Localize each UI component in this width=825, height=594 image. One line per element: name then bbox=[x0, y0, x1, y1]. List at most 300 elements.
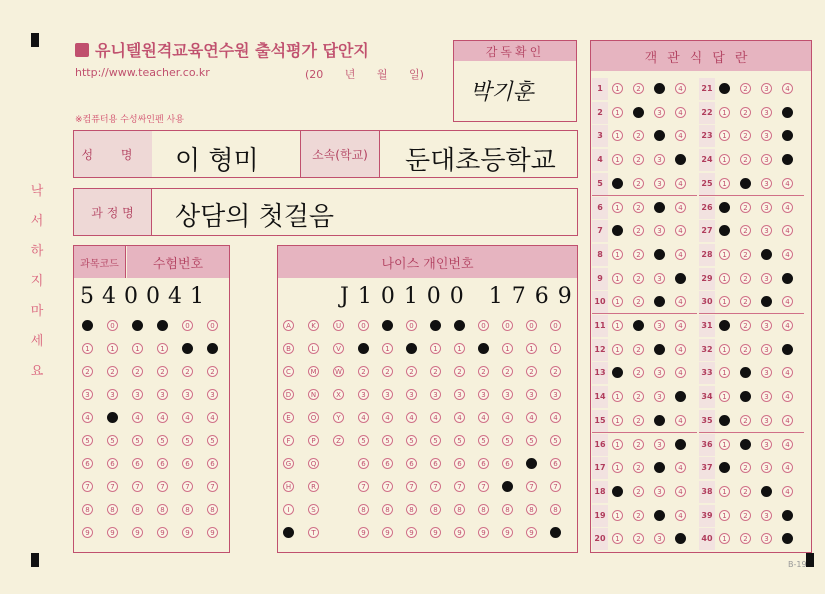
neis-digit-bubble[interactable]: 2 bbox=[502, 366, 513, 377]
answer-option-bubble[interactable]: 4 bbox=[782, 486, 793, 497]
answer-option-bubble[interactable]: 2 bbox=[740, 202, 751, 213]
answer-option-bubble[interactable]: 1 bbox=[719, 344, 730, 355]
neis-digit-bubble[interactable]: 8 bbox=[502, 504, 513, 515]
answer-option-bubble[interactable]: 3 bbox=[654, 225, 665, 236]
exam-digit-bubble[interactable]: 9 bbox=[132, 527, 143, 538]
answer-option-bubble[interactable]: 2 bbox=[633, 510, 644, 521]
answer-option-bubble[interactable]: 3 bbox=[761, 202, 772, 213]
neis-digit-bubble[interactable]: 7 bbox=[454, 481, 465, 492]
exam-digit-bubble[interactable]: 8 bbox=[107, 504, 118, 515]
exam-digit-bubble[interactable]: 1 bbox=[182, 343, 193, 354]
answer-option-bubble[interactable]: 4 bbox=[675, 510, 686, 521]
answer-option-bubble[interactable]: 4 bbox=[782, 462, 793, 473]
answer-option-bubble[interactable]: 3 bbox=[654, 83, 665, 94]
exam-digit-bubble[interactable]: 2 bbox=[82, 366, 93, 377]
answer-option-bubble[interactable]: 3 bbox=[761, 249, 772, 260]
neis-digit-bubble[interactable]: 2 bbox=[406, 366, 417, 377]
answer-option-bubble[interactable]: 2 bbox=[740, 225, 751, 236]
neis-digit-bubble[interactable]: 7 bbox=[502, 481, 513, 492]
answer-option-bubble[interactable]: 3 bbox=[654, 249, 665, 260]
answer-option-bubble[interactable]: 3 bbox=[761, 462, 772, 473]
answer-option-bubble[interactable]: 1 bbox=[612, 533, 623, 544]
answer-option-bubble[interactable]: 1 bbox=[612, 486, 623, 497]
answer-option-bubble[interactable]: 2 bbox=[633, 273, 644, 284]
answer-option-bubble[interactable]: 4 bbox=[782, 202, 793, 213]
answer-option-bubble[interactable]: 4 bbox=[782, 320, 793, 331]
exam-digit-bubble[interactable]: 2 bbox=[207, 366, 218, 377]
exam-digit-bubble[interactable]: 0 bbox=[157, 320, 168, 331]
neis-digit-bubble[interactable]: 1 bbox=[454, 343, 465, 354]
neis-digit-bubble[interactable]: 3 bbox=[382, 389, 393, 400]
exam-digit-bubble[interactable]: 7 bbox=[132, 481, 143, 492]
exam-digit-bubble[interactable]: 4 bbox=[182, 412, 193, 423]
answer-option-bubble[interactable]: 4 bbox=[675, 107, 686, 118]
answer-option-bubble[interactable]: 2 bbox=[633, 107, 644, 118]
exam-digit-bubble[interactable]: 7 bbox=[207, 481, 218, 492]
exam-digit-bubble[interactable]: 4 bbox=[132, 412, 143, 423]
answer-option-bubble[interactable]: 3 bbox=[761, 320, 772, 331]
neis-digit-bubble[interactable]: 4 bbox=[526, 412, 537, 423]
answer-option-bubble[interactable]: 1 bbox=[719, 462, 730, 473]
exam-digit-bubble[interactable]: 6 bbox=[107, 458, 118, 469]
answer-option-bubble[interactable]: 4 bbox=[675, 83, 686, 94]
neis-letter-bubble[interactable]: E bbox=[283, 412, 294, 423]
answer-option-bubble[interactable]: 3 bbox=[761, 225, 772, 236]
neis-digit-bubble[interactable]: 8 bbox=[550, 504, 561, 515]
answer-option-bubble[interactable]: 3 bbox=[654, 107, 665, 118]
neis-digit-bubble[interactable]: 8 bbox=[454, 504, 465, 515]
neis-digit-bubble[interactable]: 1 bbox=[550, 343, 561, 354]
neis-digit-bubble[interactable]: 7 bbox=[478, 481, 489, 492]
answer-option-bubble[interactable]: 1 bbox=[719, 107, 730, 118]
neis-digit-bubble[interactable]: 9 bbox=[406, 527, 417, 538]
answer-option-bubble[interactable]: 2 bbox=[633, 367, 644, 378]
neis-digit-bubble[interactable]: 5 bbox=[478, 435, 489, 446]
answer-option-bubble[interactable]: 4 bbox=[782, 367, 793, 378]
neis-digit-bubble[interactable]: 8 bbox=[382, 504, 393, 515]
answer-option-bubble[interactable]: 1 bbox=[612, 415, 623, 426]
answer-option-bubble[interactable]: 4 bbox=[782, 107, 793, 118]
exam-digit-bubble[interactable]: 9 bbox=[157, 527, 168, 538]
answer-option-bubble[interactable]: 2 bbox=[740, 367, 751, 378]
answer-option-bubble[interactable]: 3 bbox=[654, 130, 665, 141]
neis-digit-bubble[interactable]: 5 bbox=[454, 435, 465, 446]
answer-option-bubble[interactable]: 4 bbox=[782, 273, 793, 284]
answer-option-bubble[interactable]: 1 bbox=[612, 83, 623, 94]
answer-option-bubble[interactable]: 2 bbox=[633, 320, 644, 331]
neis-digit-bubble[interactable]: 6 bbox=[526, 458, 537, 469]
neis-digit-bubble[interactable]: 9 bbox=[454, 527, 465, 538]
exam-digit-bubble[interactable]: 3 bbox=[107, 389, 118, 400]
answer-option-bubble[interactable]: 2 bbox=[740, 178, 751, 189]
answer-option-bubble[interactable]: 4 bbox=[675, 273, 686, 284]
answer-option-bubble[interactable]: 1 bbox=[612, 154, 623, 165]
answer-option-bubble[interactable]: 1 bbox=[719, 391, 730, 402]
answer-option-bubble[interactable]: 1 bbox=[719, 273, 730, 284]
answer-option-bubble[interactable]: 4 bbox=[782, 439, 793, 450]
answer-option-bubble[interactable]: 1 bbox=[719, 510, 730, 521]
answer-option-bubble[interactable]: 4 bbox=[675, 296, 686, 307]
neis-digit-bubble[interactable]: 0 bbox=[406, 320, 417, 331]
answer-option-bubble[interactable]: 2 bbox=[633, 83, 644, 94]
answer-option-bubble[interactable]: 4 bbox=[782, 83, 793, 94]
neis-digit-bubble[interactable]: 0 bbox=[430, 320, 441, 331]
answer-option-bubble[interactable]: 4 bbox=[782, 344, 793, 355]
neis-digit-bubble[interactable]: 3 bbox=[526, 389, 537, 400]
neis-digit-bubble[interactable]: 4 bbox=[406, 412, 417, 423]
answer-option-bubble[interactable]: 1 bbox=[719, 486, 730, 497]
neis-letter-bubble[interactable]: L bbox=[308, 343, 319, 354]
exam-digit-bubble[interactable]: 3 bbox=[132, 389, 143, 400]
exam-digit-bubble[interactable]: 8 bbox=[132, 504, 143, 515]
neis-digit-bubble[interactable]: 0 bbox=[550, 320, 561, 331]
neis-digit-bubble[interactable]: 9 bbox=[478, 527, 489, 538]
neis-digit-bubble[interactable]: 2 bbox=[382, 366, 393, 377]
neis-digit-bubble[interactable]: 8 bbox=[406, 504, 417, 515]
answer-option-bubble[interactable]: 2 bbox=[740, 320, 751, 331]
answer-option-bubble[interactable]: 2 bbox=[633, 439, 644, 450]
neis-letter-bubble[interactable]: B bbox=[283, 343, 294, 354]
neis-digit-bubble[interactable]: 0 bbox=[526, 320, 537, 331]
answer-option-bubble[interactable]: 1 bbox=[719, 533, 730, 544]
neis-letter-bubble[interactable]: G bbox=[283, 458, 294, 469]
neis-digit-bubble[interactable]: 5 bbox=[382, 435, 393, 446]
answer-option-bubble[interactable]: 3 bbox=[761, 178, 772, 189]
answer-option-bubble[interactable]: 1 bbox=[719, 154, 730, 165]
answer-option-bubble[interactable]: 1 bbox=[612, 344, 623, 355]
exam-digit-bubble[interactable]: 7 bbox=[157, 481, 168, 492]
answer-option-bubble[interactable]: 4 bbox=[675, 462, 686, 473]
answer-option-bubble[interactable]: 3 bbox=[654, 486, 665, 497]
neis-digit-bubble[interactable]: 8 bbox=[430, 504, 441, 515]
neis-digit-bubble[interactable]: 7 bbox=[550, 481, 561, 492]
neis-digit-bubble[interactable]: 5 bbox=[550, 435, 561, 446]
exam-digit-bubble[interactable]: 1 bbox=[107, 343, 118, 354]
answer-option-bubble[interactable]: 3 bbox=[761, 130, 772, 141]
answer-option-bubble[interactable]: 3 bbox=[654, 296, 665, 307]
answer-option-bubble[interactable]: 4 bbox=[782, 249, 793, 260]
answer-option-bubble[interactable]: 2 bbox=[740, 510, 751, 521]
answer-option-bubble[interactable]: 3 bbox=[761, 367, 772, 378]
answer-option-bubble[interactable]: 2 bbox=[740, 249, 751, 260]
neis-digit-bubble[interactable]: 0 bbox=[502, 320, 513, 331]
neis-letter-bubble[interactable]: C bbox=[283, 366, 294, 377]
neis-digit-bubble[interactable]: 3 bbox=[454, 389, 465, 400]
answer-option-bubble[interactable]: 1 bbox=[612, 178, 623, 189]
answer-option-bubble[interactable]: 3 bbox=[761, 510, 772, 521]
neis-digit-bubble[interactable]: 1 bbox=[478, 343, 489, 354]
exam-digit-bubble[interactable]: 4 bbox=[157, 412, 168, 423]
answer-option-bubble[interactable]: 2 bbox=[633, 202, 644, 213]
exam-digit-bubble[interactable]: 3 bbox=[157, 389, 168, 400]
neis-letter-bubble[interactable]: Q bbox=[308, 458, 319, 469]
neis-letter-bubble[interactable]: K bbox=[308, 320, 319, 331]
neis-letter-bubble[interactable]: P bbox=[308, 435, 319, 446]
answer-option-bubble[interactable]: 1 bbox=[612, 273, 623, 284]
answer-option-bubble[interactable]: 2 bbox=[740, 130, 751, 141]
answer-option-bubble[interactable]: 2 bbox=[633, 225, 644, 236]
answer-option-bubble[interactable]: 4 bbox=[782, 533, 793, 544]
neis-letter-bubble[interactable]: W bbox=[333, 366, 344, 377]
neis-digit-bubble[interactable]: 1 bbox=[358, 343, 369, 354]
answer-option-bubble[interactable]: 2 bbox=[740, 391, 751, 402]
neis-letter-bubble[interactable]: Z bbox=[333, 435, 344, 446]
neis-digit-bubble[interactable]: 3 bbox=[406, 389, 417, 400]
answer-option-bubble[interactable]: 4 bbox=[782, 130, 793, 141]
exam-digit-bubble[interactable]: 3 bbox=[182, 389, 193, 400]
neis-letter-bubble[interactable]: S bbox=[308, 504, 319, 515]
answer-option-bubble[interactable]: 1 bbox=[719, 320, 730, 331]
neis-digit-bubble[interactable]: 9 bbox=[526, 527, 537, 538]
neis-digit-bubble[interactable]: 2 bbox=[430, 366, 441, 377]
exam-digit-bubble[interactable]: 9 bbox=[82, 527, 93, 538]
neis-letter-bubble[interactable]: R bbox=[308, 481, 319, 492]
exam-digit-bubble[interactable]: 0 bbox=[182, 320, 193, 331]
answer-option-bubble[interactable]: 3 bbox=[654, 415, 665, 426]
neis-digit-bubble[interactable]: 0 bbox=[358, 320, 369, 331]
neis-digit-bubble[interactable]: 7 bbox=[382, 481, 393, 492]
neis-digit-bubble[interactable]: 2 bbox=[478, 366, 489, 377]
neis-digit-bubble[interactable]: 6 bbox=[358, 458, 369, 469]
exam-digit-bubble[interactable]: 4 bbox=[82, 412, 93, 423]
exam-digit-bubble[interactable]: 7 bbox=[82, 481, 93, 492]
neis-letter-bubble[interactable]: A bbox=[283, 320, 294, 331]
answer-option-bubble[interactable]: 2 bbox=[740, 439, 751, 450]
answer-option-bubble[interactable]: 4 bbox=[675, 439, 686, 450]
neis-digit-bubble[interactable]: 4 bbox=[478, 412, 489, 423]
neis-digit-bubble[interactable]: 1 bbox=[526, 343, 537, 354]
answer-option-bubble[interactable]: 2 bbox=[633, 178, 644, 189]
answer-option-bubble[interactable]: 1 bbox=[719, 439, 730, 450]
exam-digit-bubble[interactable]: 2 bbox=[107, 366, 118, 377]
neis-letter-bubble[interactable]: J bbox=[283, 527, 294, 538]
neis-letter-bubble[interactable]: N bbox=[308, 389, 319, 400]
neis-digit-bubble[interactable]: 5 bbox=[358, 435, 369, 446]
exam-digit-bubble[interactable]: 2 bbox=[157, 366, 168, 377]
answer-option-bubble[interactable]: 1 bbox=[719, 225, 730, 236]
neis-digit-bubble[interactable]: 6 bbox=[430, 458, 441, 469]
answer-option-bubble[interactable]: 4 bbox=[675, 486, 686, 497]
answer-option-bubble[interactable]: 1 bbox=[719, 130, 730, 141]
answer-option-bubble[interactable]: 3 bbox=[654, 202, 665, 213]
answer-option-bubble[interactable]: 4 bbox=[675, 344, 686, 355]
answer-option-bubble[interactable]: 3 bbox=[654, 510, 665, 521]
answer-option-bubble[interactable]: 1 bbox=[719, 178, 730, 189]
exam-digit-bubble[interactable]: 4 bbox=[107, 412, 118, 423]
neis-digit-bubble[interactable]: 3 bbox=[502, 389, 513, 400]
neis-digit-bubble[interactable]: 4 bbox=[358, 412, 369, 423]
answer-option-bubble[interactable]: 3 bbox=[761, 486, 772, 497]
answer-option-bubble[interactable]: 2 bbox=[633, 391, 644, 402]
exam-digit-bubble[interactable]: 6 bbox=[82, 458, 93, 469]
answer-option-bubble[interactable]: 4 bbox=[675, 533, 686, 544]
answer-option-bubble[interactable]: 4 bbox=[782, 415, 793, 426]
answer-option-bubble[interactable]: 3 bbox=[654, 439, 665, 450]
answer-option-bubble[interactable]: 1 bbox=[612, 107, 623, 118]
exam-digit-bubble[interactable]: 4 bbox=[207, 412, 218, 423]
exam-digit-bubble[interactable]: 5 bbox=[182, 435, 193, 446]
answer-option-bubble[interactable]: 2 bbox=[740, 344, 751, 355]
answer-option-bubble[interactable]: 3 bbox=[654, 273, 665, 284]
exam-digit-bubble[interactable]: 3 bbox=[207, 389, 218, 400]
neis-digit-bubble[interactable]: 8 bbox=[526, 504, 537, 515]
neis-digit-bubble[interactable]: 9 bbox=[382, 527, 393, 538]
neis-digit-bubble[interactable]: 5 bbox=[502, 435, 513, 446]
answer-option-bubble[interactable]: 2 bbox=[633, 533, 644, 544]
neis-digit-bubble[interactable]: 6 bbox=[406, 458, 417, 469]
neis-digit-bubble[interactable]: 0 bbox=[382, 320, 393, 331]
exam-digit-bubble[interactable]: 2 bbox=[132, 366, 143, 377]
neis-digit-bubble[interactable]: 7 bbox=[358, 481, 369, 492]
neis-digit-bubble[interactable]: 1 bbox=[502, 343, 513, 354]
answer-option-bubble[interactable]: 3 bbox=[761, 83, 772, 94]
answer-option-bubble[interactable]: 4 bbox=[782, 154, 793, 165]
answer-option-bubble[interactable]: 3 bbox=[761, 415, 772, 426]
answer-option-bubble[interactable]: 3 bbox=[761, 296, 772, 307]
neis-digit-bubble[interactable]: 5 bbox=[406, 435, 417, 446]
neis-digit-bubble[interactable]: 6 bbox=[382, 458, 393, 469]
exam-digit-bubble[interactable]: 9 bbox=[207, 527, 218, 538]
answer-option-bubble[interactable]: 3 bbox=[761, 107, 772, 118]
exam-digit-bubble[interactable]: 0 bbox=[132, 320, 143, 331]
neis-letter-bubble[interactable]: H bbox=[283, 481, 294, 492]
neis-digit-bubble[interactable]: 0 bbox=[478, 320, 489, 331]
answer-option-bubble[interactable]: 4 bbox=[782, 178, 793, 189]
neis-letter-bubble[interactable]: M bbox=[308, 366, 319, 377]
answer-option-bubble[interactable]: 4 bbox=[675, 225, 686, 236]
exam-digit-bubble[interactable]: 6 bbox=[207, 458, 218, 469]
answer-option-bubble[interactable]: 3 bbox=[654, 367, 665, 378]
answer-option-bubble[interactable]: 3 bbox=[654, 320, 665, 331]
neis-letter-bubble[interactable]: Y bbox=[333, 412, 344, 423]
neis-digit-bubble[interactable]: 5 bbox=[526, 435, 537, 446]
answer-option-bubble[interactable]: 3 bbox=[654, 462, 665, 473]
neis-digit-bubble[interactable]: 6 bbox=[502, 458, 513, 469]
answer-option-bubble[interactable]: 3 bbox=[654, 533, 665, 544]
neis-letter-bubble[interactable]: T bbox=[308, 527, 319, 538]
answer-option-bubble[interactable]: 1 bbox=[719, 249, 730, 260]
answer-option-bubble[interactable]: 1 bbox=[612, 130, 623, 141]
answer-option-bubble[interactable]: 4 bbox=[675, 154, 686, 165]
exam-digit-bubble[interactable]: 5 bbox=[157, 435, 168, 446]
neis-digit-bubble[interactable]: 6 bbox=[454, 458, 465, 469]
answer-option-bubble[interactable]: 2 bbox=[633, 486, 644, 497]
exam-digit-bubble[interactable]: 5 bbox=[82, 435, 93, 446]
answer-option-bubble[interactable]: 2 bbox=[633, 130, 644, 141]
answer-option-bubble[interactable]: 1 bbox=[612, 510, 623, 521]
neis-digit-bubble[interactable]: 9 bbox=[358, 527, 369, 538]
neis-digit-bubble[interactable]: 2 bbox=[526, 366, 537, 377]
neis-digit-bubble[interactable]: 7 bbox=[406, 481, 417, 492]
answer-option-bubble[interactable]: 3 bbox=[761, 391, 772, 402]
answer-option-bubble[interactable]: 3 bbox=[761, 344, 772, 355]
answer-option-bubble[interactable]: 3 bbox=[761, 154, 772, 165]
answer-option-bubble[interactable]: 3 bbox=[761, 439, 772, 450]
exam-digit-bubble[interactable]: 1 bbox=[207, 343, 218, 354]
exam-digit-bubble[interactable]: 9 bbox=[107, 527, 118, 538]
answer-option-bubble[interactable]: 4 bbox=[675, 320, 686, 331]
exam-digit-bubble[interactable]: 2 bbox=[182, 366, 193, 377]
answer-option-bubble[interactable]: 1 bbox=[719, 83, 730, 94]
answer-option-bubble[interactable]: 1 bbox=[612, 320, 623, 331]
exam-digit-bubble[interactable]: 6 bbox=[157, 458, 168, 469]
answer-option-bubble[interactable]: 1 bbox=[612, 462, 623, 473]
answer-option-bubble[interactable]: 2 bbox=[740, 83, 751, 94]
exam-digit-bubble[interactable]: 1 bbox=[82, 343, 93, 354]
exam-digit-bubble[interactable]: 1 bbox=[157, 343, 168, 354]
exam-digit-bubble[interactable]: 7 bbox=[107, 481, 118, 492]
exam-digit-bubble[interactable]: 3 bbox=[82, 389, 93, 400]
neis-letter-bubble[interactable]: F bbox=[283, 435, 294, 446]
answer-option-bubble[interactable]: 3 bbox=[654, 154, 665, 165]
neis-digit-bubble[interactable]: 4 bbox=[430, 412, 441, 423]
neis-digit-bubble[interactable]: 9 bbox=[502, 527, 513, 538]
answer-option-bubble[interactable]: 4 bbox=[675, 202, 686, 213]
answer-option-bubble[interactable]: 1 bbox=[719, 202, 730, 213]
neis-digit-bubble[interactable]: 4 bbox=[454, 412, 465, 423]
neis-letter-bubble[interactable]: V bbox=[333, 343, 344, 354]
exam-digit-bubble[interactable]: 8 bbox=[157, 504, 168, 515]
neis-letter-bubble[interactable]: D bbox=[283, 389, 294, 400]
answer-option-bubble[interactable]: 2 bbox=[740, 296, 751, 307]
exam-digit-bubble[interactable]: 8 bbox=[82, 504, 93, 515]
answer-option-bubble[interactable]: 1 bbox=[612, 249, 623, 260]
answer-option-bubble[interactable]: 2 bbox=[740, 533, 751, 544]
exam-digit-bubble[interactable]: 5 bbox=[132, 435, 143, 446]
answer-option-bubble[interactable]: 2 bbox=[740, 154, 751, 165]
answer-option-bubble[interactable]: 4 bbox=[782, 510, 793, 521]
answer-option-bubble[interactable]: 4 bbox=[675, 249, 686, 260]
answer-option-bubble[interactable]: 1 bbox=[719, 296, 730, 307]
answer-option-bubble[interactable]: 2 bbox=[740, 415, 751, 426]
answer-option-bubble[interactable]: 1 bbox=[612, 367, 623, 378]
neis-digit-bubble[interactable]: 3 bbox=[358, 389, 369, 400]
answer-option-bubble[interactable]: 1 bbox=[612, 296, 623, 307]
neis-letter-bubble[interactable]: I bbox=[283, 504, 294, 515]
neis-digit-bubble[interactable]: 8 bbox=[358, 504, 369, 515]
exam-digit-bubble[interactable]: 5 bbox=[107, 435, 118, 446]
answer-option-bubble[interactable]: 1 bbox=[612, 391, 623, 402]
answer-option-bubble[interactable]: 3 bbox=[761, 533, 772, 544]
neis-digit-bubble[interactable]: 1 bbox=[406, 343, 417, 354]
exam-digit-bubble[interactable]: 5 bbox=[207, 435, 218, 446]
exam-digit-bubble[interactable]: 6 bbox=[132, 458, 143, 469]
answer-option-bubble[interactable]: 2 bbox=[633, 154, 644, 165]
answer-option-bubble[interactable]: 4 bbox=[675, 415, 686, 426]
answer-option-bubble[interactable]: 2 bbox=[633, 415, 644, 426]
answer-option-bubble[interactable]: 3 bbox=[761, 273, 772, 284]
neis-digit-bubble[interactable]: 3 bbox=[478, 389, 489, 400]
neis-digit-bubble[interactable]: 3 bbox=[550, 389, 561, 400]
exam-digit-bubble[interactable]: 8 bbox=[182, 504, 193, 515]
exam-digit-bubble[interactable]: 6 bbox=[182, 458, 193, 469]
answer-option-bubble[interactable]: 2 bbox=[633, 249, 644, 260]
neis-digit-bubble[interactable]: 0 bbox=[454, 320, 465, 331]
answer-option-bubble[interactable]: 2 bbox=[740, 462, 751, 473]
exam-digit-bubble[interactable]: 1 bbox=[132, 343, 143, 354]
answer-option-bubble[interactable]: 1 bbox=[612, 439, 623, 450]
answer-option-bubble[interactable]: 4 bbox=[675, 391, 686, 402]
neis-digit-bubble[interactable]: 2 bbox=[550, 366, 561, 377]
neis-digit-bubble[interactable]: 4 bbox=[382, 412, 393, 423]
answer-option-bubble[interactable]: 1 bbox=[612, 225, 623, 236]
exam-digit-bubble[interactable]: 8 bbox=[207, 504, 218, 515]
neis-digit-bubble[interactable]: 4 bbox=[550, 412, 561, 423]
answer-option-bubble[interactable]: 4 bbox=[782, 225, 793, 236]
answer-option-bubble[interactable]: 2 bbox=[740, 486, 751, 497]
neis-letter-bubble[interactable]: U bbox=[333, 320, 344, 331]
answer-option-bubble[interactable]: 4 bbox=[675, 130, 686, 141]
